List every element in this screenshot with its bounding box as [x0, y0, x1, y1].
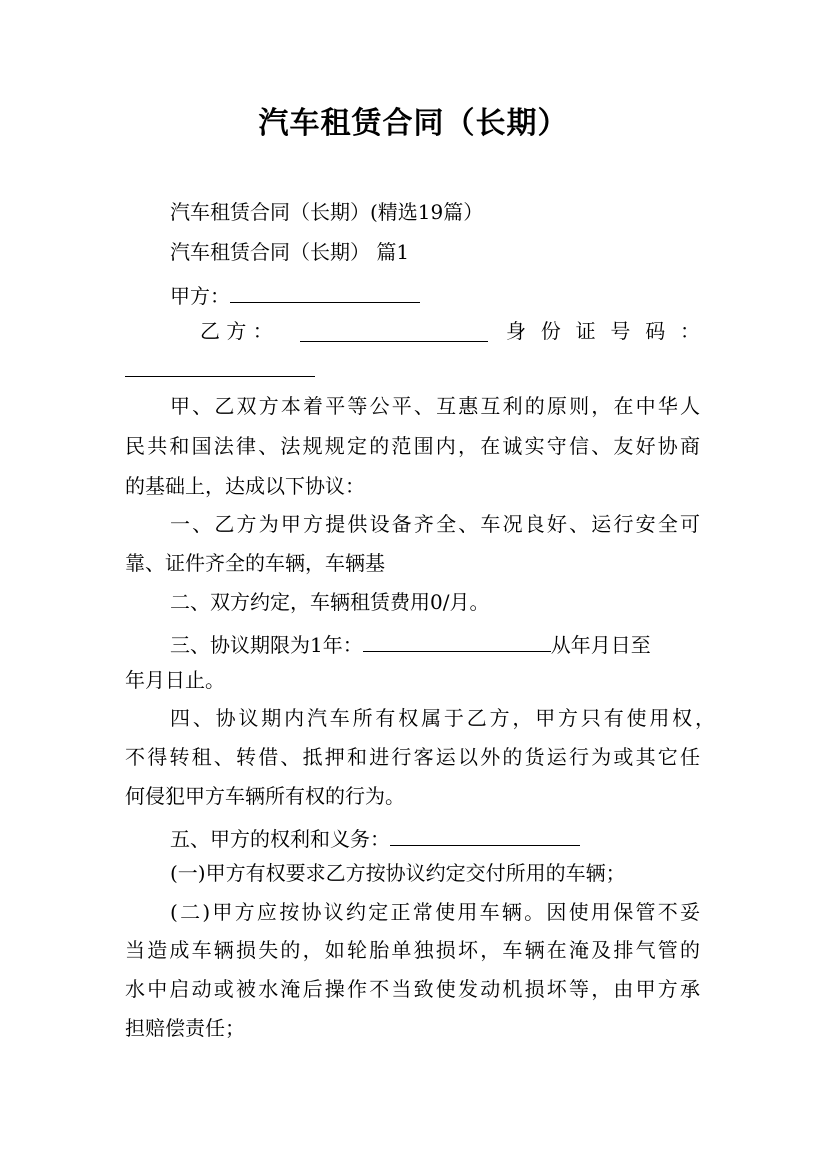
id-number-label: 身 份 证 号 码 ： — [506, 319, 700, 343]
clause-3-date: 从年月日至 — [550, 633, 651, 657]
sub-clause-2-line: 当造成车辆损失的，如轮胎单独损坏，车辆在淹及排气管的 — [125, 938, 700, 962]
party-a-label: 甲方： — [170, 284, 230, 308]
clause-4-line: 四、协议期内汽车所有权属于乙方，甲方只有使用权， — [170, 706, 715, 730]
clause-3-line: 年月日止。 — [125, 668, 225, 692]
sub-clause-2-line: 水中启动或被水淹后操作不当致使发动机损坏等，由甲方承 — [125, 977, 700, 1001]
paragraph-line: 民共和国法律、法规规定的范围内，在诚实守信、友好协商 — [125, 434, 700, 458]
clause-2: 二、双方约定，车辆租赁费用0/月。 — [170, 590, 490, 614]
sub-clause-2-line: 担赔偿责任； — [125, 1016, 245, 1040]
party-a-line — [170, 282, 420, 306]
id-number-blank — [125, 356, 315, 377]
clause-5-line — [170, 825, 580, 849]
clause-3-text: 三、协议期限为1年： — [170, 633, 363, 657]
paragraph-line: 的基础上，达成以下协议： — [125, 474, 365, 498]
party-b-label: 乙 方 ： — [200, 319, 273, 343]
party-a-blank — [230, 282, 420, 303]
section-heading: 汽车租赁合同（长期） 篇1 — [170, 240, 410, 264]
clause-3-blank — [363, 631, 551, 652]
sub-clause-1: (一)甲方有权要求乙方按协议约定交付所用的车辆； — [170, 861, 626, 885]
clause-3-line — [170, 631, 651, 655]
clause-4-line: 何侵犯甲方车辆所有权的行为。 — [125, 784, 405, 808]
document-title: 汽车租赁合同（长期） — [258, 106, 569, 141]
party-b-blank — [300, 321, 488, 342]
clause-5-blank — [390, 825, 580, 846]
contract-subtitle: 汽车租赁合同（长期）(精选19篇） — [170, 200, 484, 224]
clause-1-line: 一、乙方为甲方提供设备齐全、车况良好、运行安全可 — [170, 512, 700, 536]
clause-4-line: 不得转租、转借、抵押和进行客运以外的货运行为或其它任 — [125, 745, 700, 769]
clause-5-text: 五、甲方的权利和义务： — [170, 827, 390, 851]
sub-clause-2-line: (二)甲方应按协议约定正常使用车辆。因使用保管不妥 — [170, 900, 700, 924]
clause-1-line: 靠、证件齐全的车辆，车辆基 — [125, 551, 385, 575]
paragraph-line: 甲、乙双方本着平等公平、互惠互利的原则，在中华人 — [170, 394, 700, 418]
